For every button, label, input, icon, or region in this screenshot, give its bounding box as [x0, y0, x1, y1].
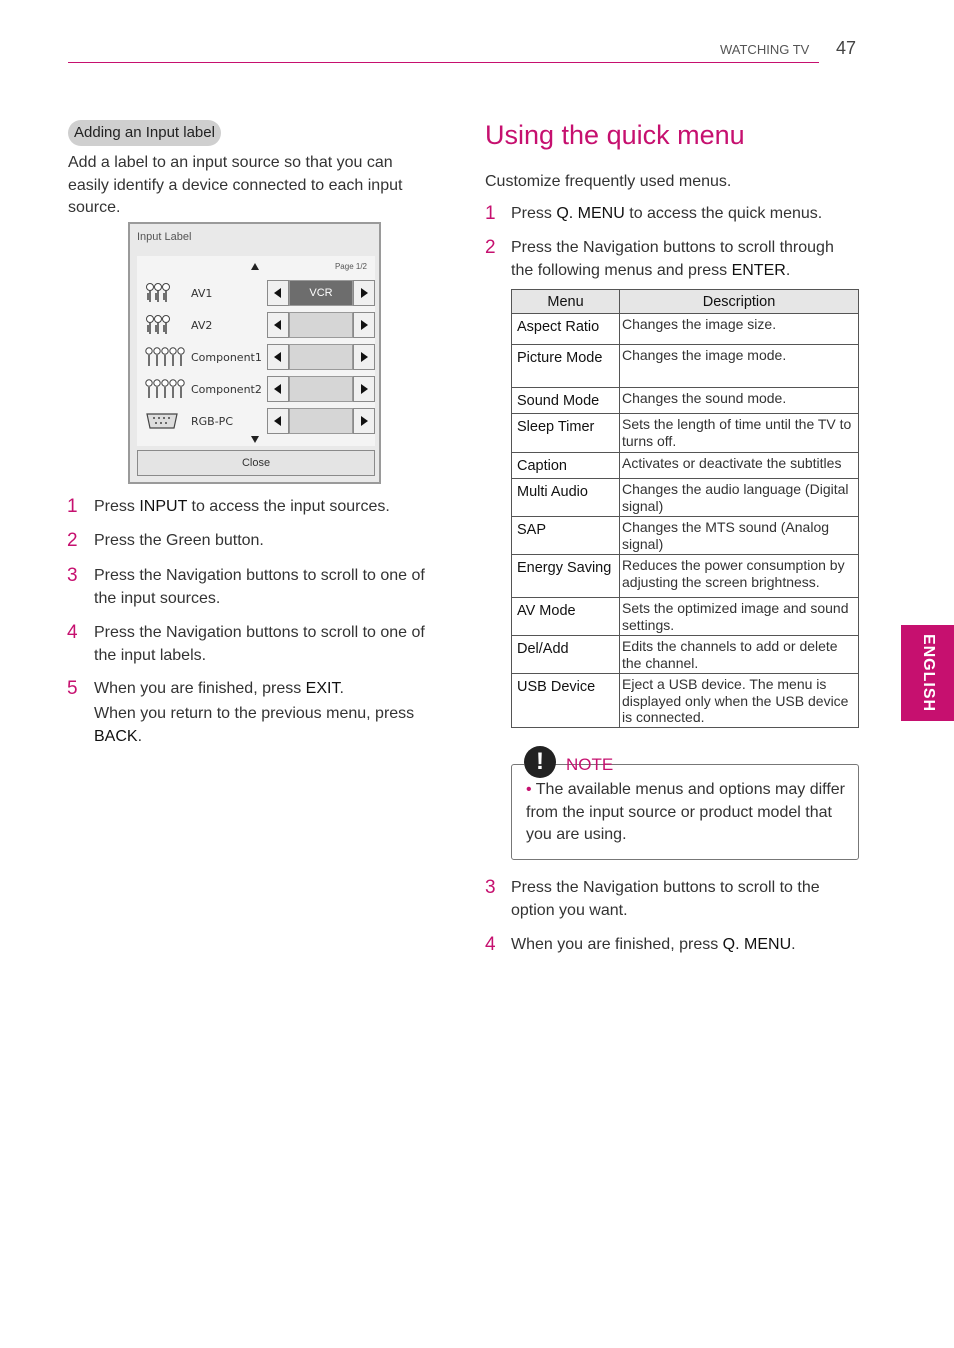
arrow-left-icon	[274, 416, 281, 426]
table-row	[512, 453, 859, 479]
input-name: Component1	[191, 351, 262, 364]
arrow-left-icon	[274, 288, 281, 298]
step-line: option you want.	[511, 901, 628, 919]
menu-description: Changes the image mode.	[620, 345, 859, 388]
label-selector[interactable]	[267, 280, 375, 306]
menu-name: Energy Saving	[512, 555, 620, 598]
dialog-list	[137, 256, 375, 446]
menu-name: Del/Add	[512, 636, 620, 674]
av-jacks-icon	[145, 282, 171, 304]
step-text-part: Press	[511, 205, 557, 222]
label-value[interactable]: VCR	[289, 280, 353, 306]
label-selector[interactable]	[267, 408, 375, 434]
arrow-right-icon	[361, 320, 368, 330]
prev-label-button[interactable]	[267, 280, 289, 306]
input-name: Component2	[191, 383, 262, 396]
key-name: EXIT	[305, 680, 340, 697]
table-row	[512, 517, 859, 555]
menu-description: Changes the image size.	[620, 314, 859, 345]
input-name: RGB-PC	[191, 415, 233, 428]
note-text	[526, 779, 846, 847]
step-number: 1	[67, 496, 78, 517]
step-text-part: .	[791, 936, 796, 953]
dialog-title: Input Label	[137, 231, 192, 243]
intro-line: Add a label to an input source so that you can	[68, 154, 393, 171]
section-name: WATCHING TV	[720, 42, 810, 57]
bullet-icon: •	[526, 781, 532, 798]
page-indicator: Page 1/2	[334, 262, 367, 271]
step-text	[94, 565, 425, 610]
menu-name: SAP	[512, 517, 620, 555]
step-note	[94, 703, 414, 748]
step-number: 2	[485, 237, 496, 258]
scroll-down-icon[interactable]	[251, 436, 259, 443]
label-selector[interactable]	[267, 312, 375, 338]
step-text	[511, 203, 822, 226]
column-header: Description	[620, 290, 859, 314]
table-row	[512, 636, 859, 674]
key-name: BACK	[94, 727, 138, 745]
step-line: the input sources.	[94, 589, 221, 607]
step-number: 3	[485, 877, 496, 898]
step-number: 3	[67, 565, 78, 586]
table-row	[512, 674, 859, 728]
key-name: Q. MENU	[556, 205, 625, 222]
next-label-button[interactable]	[353, 376, 375, 402]
step-text-part: .	[339, 680, 344, 697]
exclamation-icon: !	[524, 746, 556, 778]
menu-description: Reduces the power consumption by adjusting the screen brightness.	[620, 555, 859, 598]
step-line: Press the Navigation buttons to scroll to one of	[94, 624, 425, 641]
menu-description: Edits the channels to add or delete the channel.	[620, 636, 859, 674]
key-name: INPUT	[139, 498, 188, 515]
label-selector[interactable]	[267, 344, 375, 370]
step-line: Press the Navigation buttons to scroll to the	[511, 879, 820, 896]
component-jacks-icon	[145, 378, 185, 400]
step-text-part: When you are finished, press	[94, 680, 306, 697]
menu-description: Changes the sound mode.	[620, 388, 859, 414]
next-label-button[interactable]	[353, 344, 375, 370]
step-text	[511, 237, 834, 282]
step-line: Press the Navigation buttons to scroll through	[511, 239, 834, 256]
input-row-av1[interactable]	[137, 280, 375, 308]
arrow-right-icon	[361, 352, 368, 362]
step-line: When you return to the previous menu, press	[94, 705, 415, 722]
scroll-up-icon[interactable]	[251, 263, 259, 270]
menu-description: Eject a USB device. The menu is displayed only when the USB device is connected.	[620, 674, 859, 728]
av-jacks-icon	[145, 314, 171, 336]
prev-label-button[interactable]	[267, 344, 289, 370]
step-text	[94, 622, 425, 667]
arrow-left-icon	[274, 352, 281, 362]
language-tab[interactable]	[901, 625, 954, 721]
component-jacks-icon	[145, 346, 185, 368]
step-text: Press the Green button.	[94, 532, 264, 549]
step-number: 4	[67, 622, 78, 643]
prev-label-button[interactable]	[267, 312, 289, 338]
table-row	[512, 598, 859, 636]
input-row-component2[interactable]	[137, 376, 375, 404]
table-header-row	[512, 290, 859, 314]
input-name: AV1	[191, 287, 213, 300]
quick-menu-table	[511, 289, 859, 728]
menu-name: USB Device	[512, 674, 620, 728]
arrow-right-icon	[361, 384, 368, 394]
intro-paragraph	[68, 152, 438, 220]
key-name: Q. MENU	[722, 936, 792, 953]
menu-name: Sound Mode	[512, 388, 620, 414]
step-number: 1	[485, 203, 496, 224]
step-line: Press the Navigation buttons to scroll to one of	[94, 567, 425, 584]
table-row	[512, 555, 859, 598]
subsection-heading: Adding an Input label	[68, 120, 221, 146]
step-text	[94, 678, 344, 701]
language-tab-label: ENGLISH	[919, 633, 937, 713]
step-text	[511, 877, 820, 922]
table-row	[512, 479, 859, 517]
column-header: Menu	[512, 290, 620, 314]
next-label-button[interactable]	[353, 280, 375, 306]
step-number: 5	[67, 678, 78, 699]
table-row	[512, 345, 859, 388]
arrow-left-icon	[274, 320, 281, 330]
input-row-rgb-pc[interactable]	[137, 408, 375, 436]
label-value[interactable]	[289, 344, 353, 370]
step-text-part: .	[785, 261, 791, 279]
input-label-dialog	[128, 222, 381, 484]
label-value[interactable]	[289, 376, 353, 402]
step-number: 4	[485, 934, 496, 955]
menu-description: Changes the audio language (Digital signal)	[620, 479, 859, 517]
note-label: NOTE	[566, 755, 614, 774]
header-divider	[68, 62, 819, 63]
note-header	[524, 745, 614, 781]
table-row	[512, 314, 859, 345]
menu-name: Sleep Timer	[512, 414, 620, 453]
menu-description: Activates or deactivate the subtitles	[620, 453, 859, 479]
note-text-content: The available menus and options may differ from the input source or product model that you are using.	[526, 781, 845, 843]
menu-name: Aspect Ratio	[512, 314, 620, 345]
page-number: 47	[836, 38, 857, 58]
menu-name: Multi Audio	[512, 479, 620, 517]
menu-description: Sets the length of time until the TV to turns off.	[620, 414, 859, 453]
step-text-part: Press	[94, 498, 140, 515]
table-row	[512, 414, 859, 453]
arrow-right-icon	[361, 288, 368, 298]
step-text-part: to access the quick menus.	[624, 205, 823, 222]
prev-label-button[interactable]	[267, 376, 289, 402]
step-text-part: When you are finished, press	[511, 936, 723, 953]
menu-name: Picture Mode	[512, 345, 620, 388]
step-text	[511, 934, 796, 957]
intro-line: easily identify a device connected to each input	[68, 176, 403, 194]
arrow-right-icon	[361, 416, 368, 426]
table-row	[512, 388, 859, 414]
key-name: ENTER	[731, 261, 786, 279]
menu-name: Caption	[512, 453, 620, 479]
intro-line: source.	[68, 199, 121, 216]
menu-description: Sets the optimized image and sound settings.	[620, 598, 859, 636]
close-button[interactable]: Close	[137, 450, 375, 476]
label-value[interactable]	[289, 312, 353, 338]
prev-label-button[interactable]	[267, 408, 289, 434]
rgb-port-icon	[145, 410, 179, 432]
input-row-component1[interactable]	[137, 344, 375, 372]
label-value[interactable]	[289, 408, 353, 434]
step-text-part: to access the input sources.	[187, 498, 390, 515]
step-text-part: the following menus and press	[511, 261, 732, 279]
input-name: AV2	[191, 319, 213, 332]
arrow-left-icon	[274, 384, 281, 394]
label-selector[interactable]	[267, 376, 375, 402]
next-label-button[interactable]	[353, 408, 375, 434]
step-line: the input labels.	[94, 646, 207, 664]
intro-paragraph: Customize frequently used menus.	[485, 173, 732, 190]
input-row-av2[interactable]	[137, 312, 375, 340]
menu-name: AV Mode	[512, 598, 620, 636]
step-text-part: .	[137, 727, 143, 745]
page-title: Using the quick menu	[485, 120, 745, 150]
step-number: 2	[67, 530, 78, 551]
next-label-button[interactable]	[353, 312, 375, 338]
step-text	[94, 496, 390, 519]
menu-description: Changes the MTS sound (Analog signal)	[620, 517, 859, 555]
